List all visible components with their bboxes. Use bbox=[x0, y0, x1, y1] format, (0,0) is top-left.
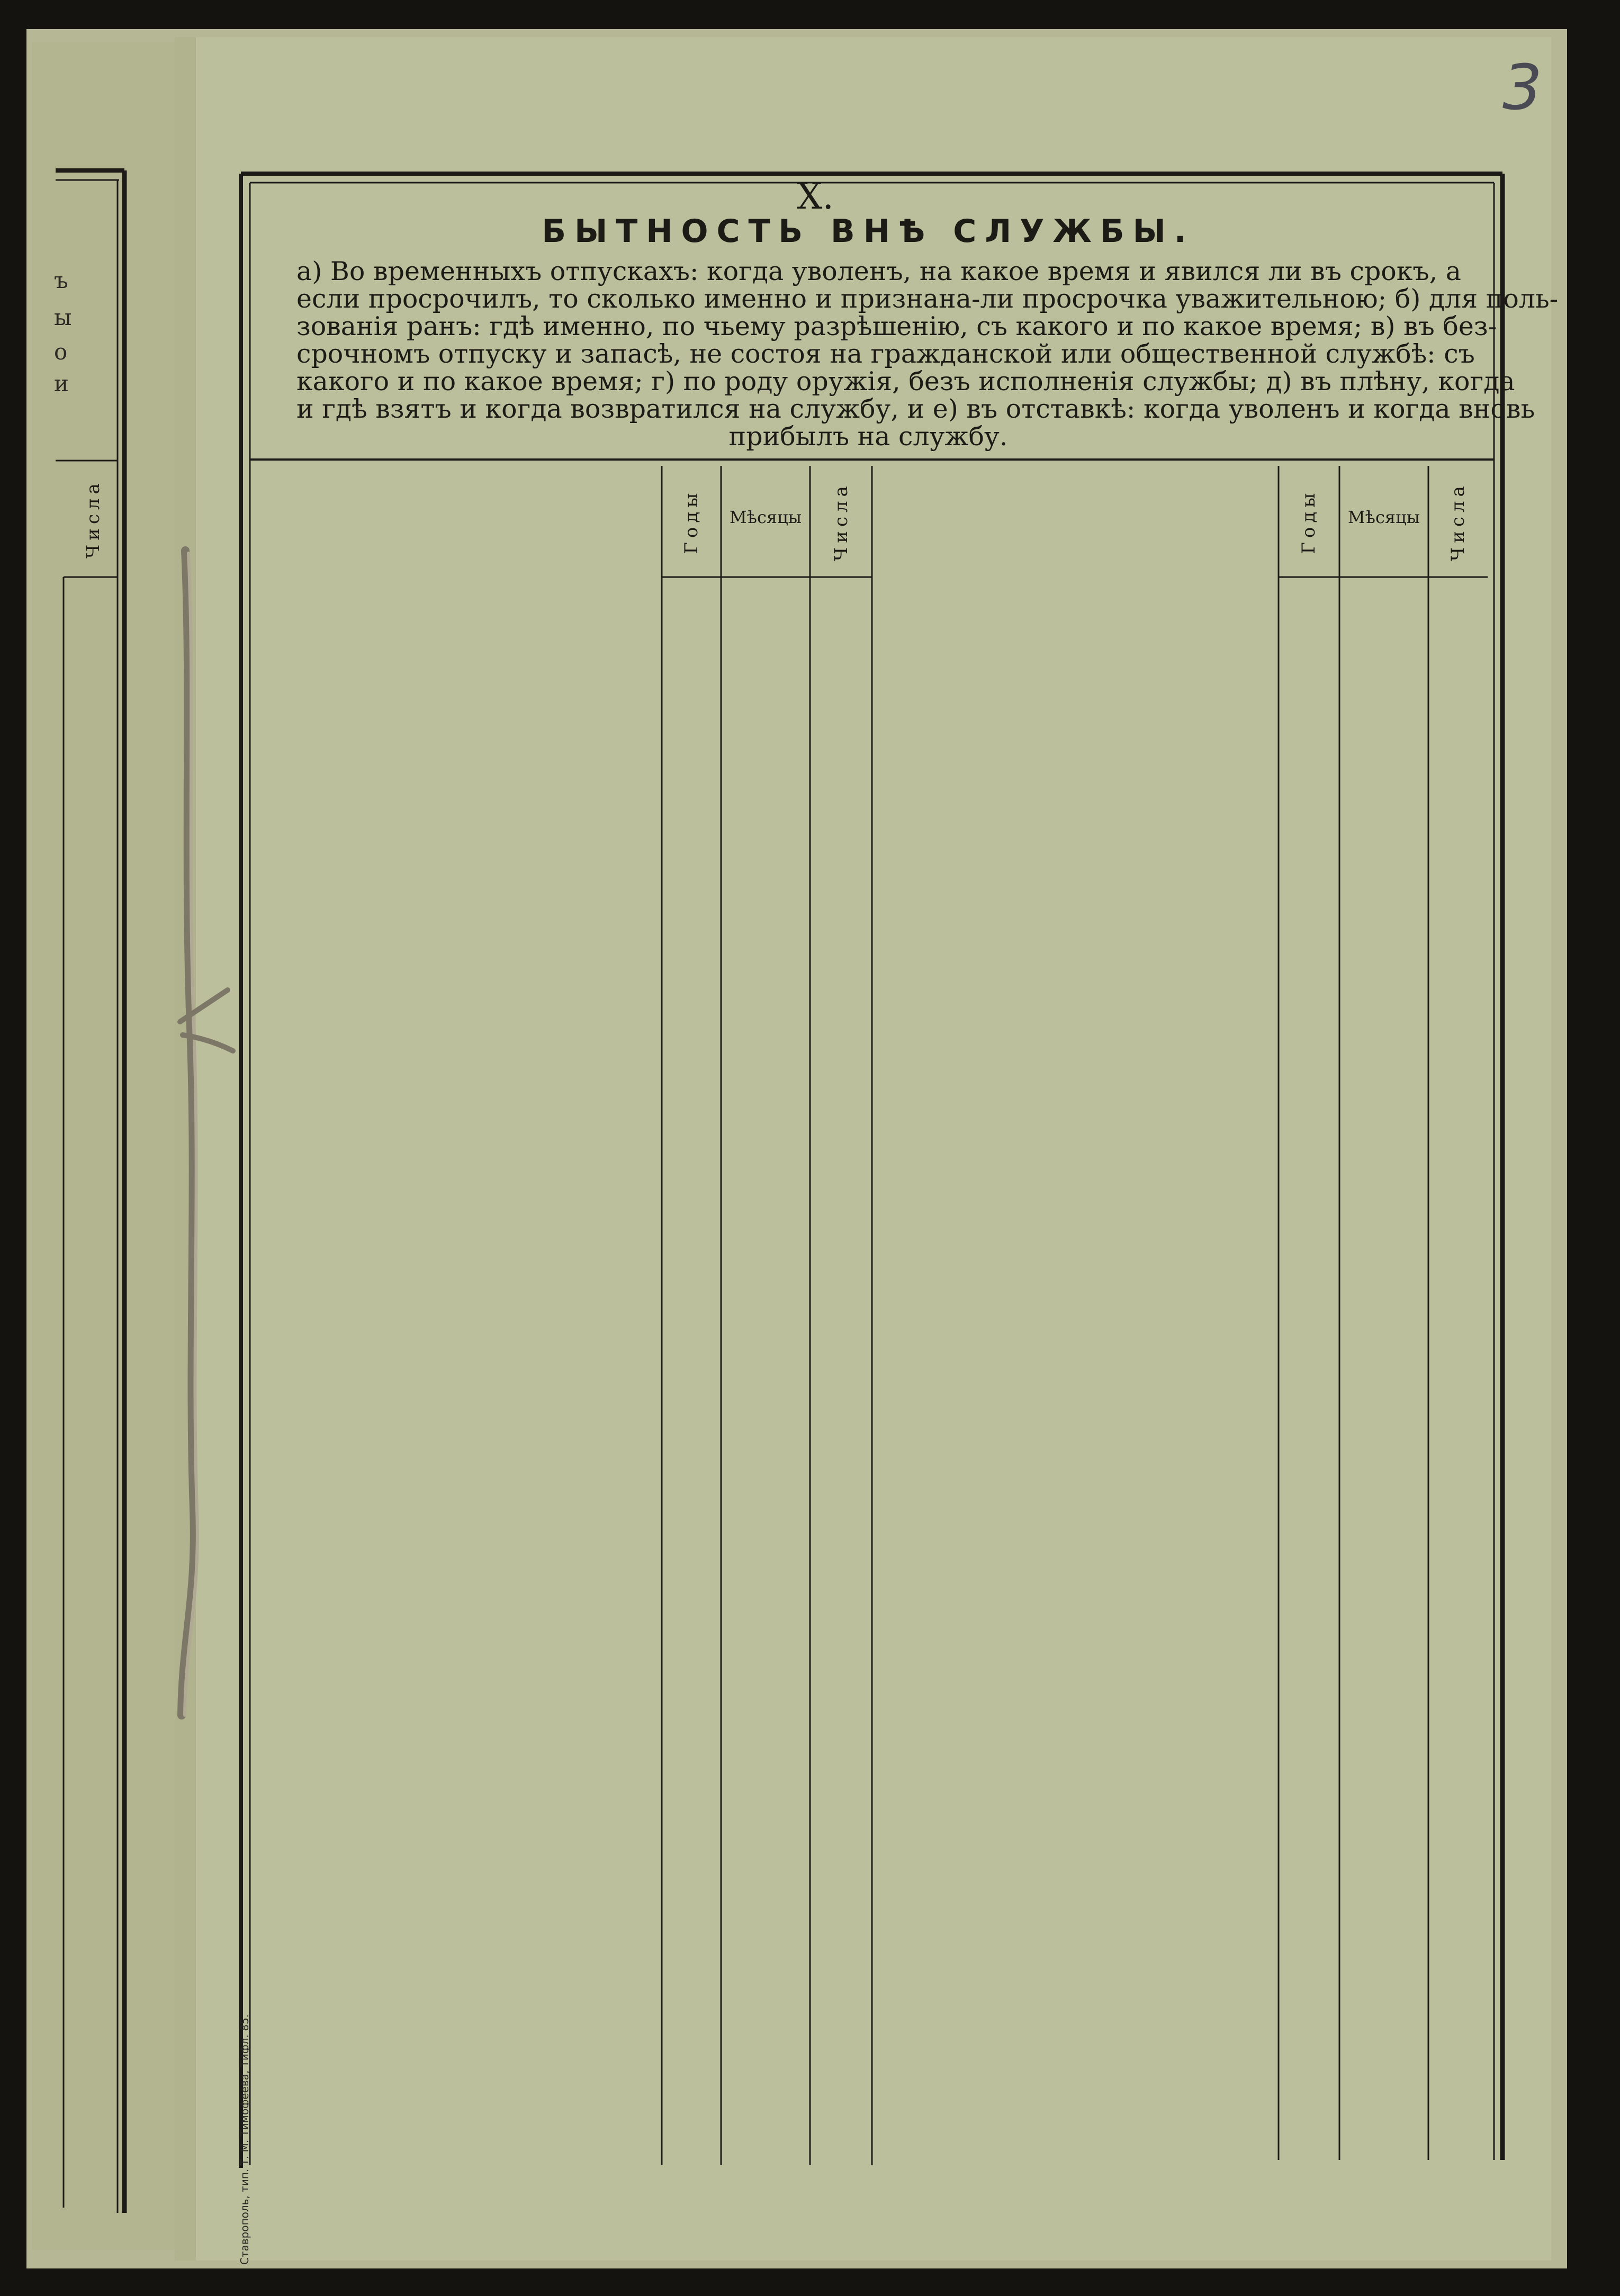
section-title: БЫТНОСТЬ ВНѢ СЛУЖБЫ. bbox=[542, 213, 1195, 250]
section-number: X. bbox=[796, 176, 834, 218]
margin-char: ъ bbox=[54, 267, 68, 293]
description-line: зованія ранъ: гдѣ именно, по чьему разрѣшенію, съ какого и по какое время; в) въ без- bbox=[296, 311, 1497, 341]
column-header-years: Годы bbox=[681, 489, 702, 554]
previous-page-column-header: Числа bbox=[83, 479, 104, 559]
column-header-days: Числа bbox=[1447, 482, 1469, 561]
description-line: и гдѣ взятъ и когда возвратился на службу, и е) въ отставкѣ: когда уволенъ и когда вновь bbox=[296, 394, 1535, 424]
description-line: какого и по какое время; г) по роду оружія, безъ исполненія службы; д) въ плѣну, когда bbox=[296, 366, 1515, 397]
column-header-months: Мѣсяцы bbox=[1347, 507, 1420, 527]
column-header-years: Годы bbox=[1298, 489, 1319, 554]
printer-imprint: Ставрополь, тип. Т. М. Тимофеева, Тифл. 85. bbox=[238, 2014, 251, 2265]
column-header-months: Мѣсяцы bbox=[729, 507, 802, 527]
margin-char: о bbox=[54, 339, 68, 365]
margin-char: и bbox=[54, 371, 69, 397]
description-line: а) Во временныхъ отпускахъ: когда уволенъ, на какое время и явился ли въ срокъ, а bbox=[296, 256, 1461, 286]
page-number: 3 bbox=[1502, 51, 1543, 124]
description-line: прибылъ на службу. bbox=[728, 421, 1008, 452]
description-line: если просрочилъ, то сколько именно и признана-ли просрочка уважительною; б) для поль- bbox=[296, 284, 1559, 314]
margin-char: ы bbox=[54, 304, 72, 330]
description-line: срочномъ отпуску и запасѣ, не состоя на гражданской или общественной службѣ: съ bbox=[296, 339, 1475, 369]
column-header-days: Числа bbox=[831, 482, 852, 561]
